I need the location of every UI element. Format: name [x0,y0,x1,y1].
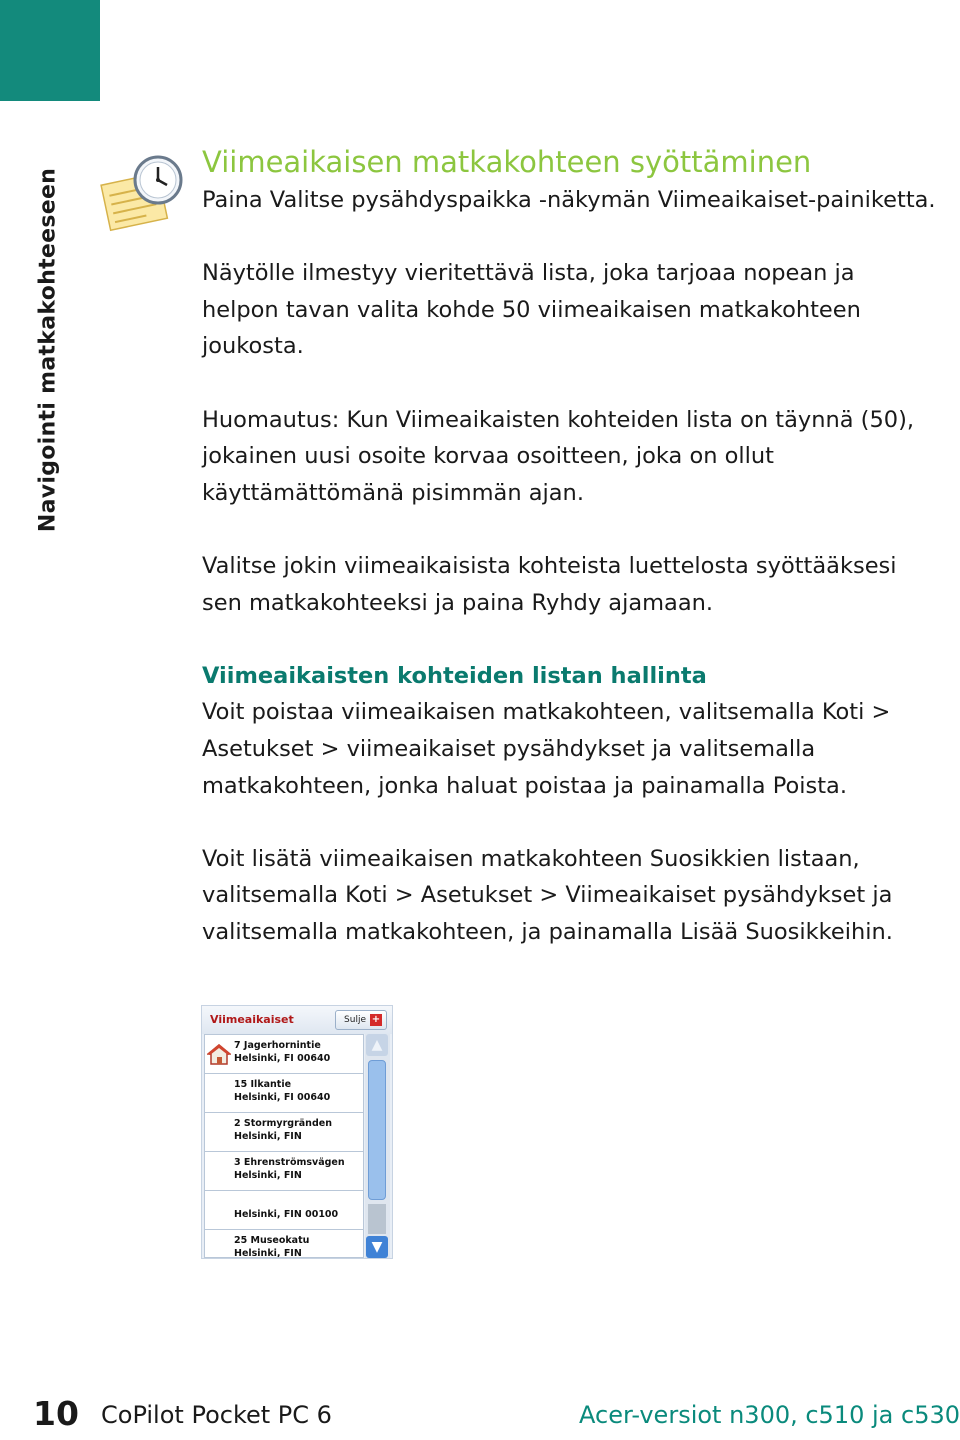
recent-list-screenshot [201,1005,393,1259]
manage-heading: Viimeaikaisten kohteiden listan hallinta [202,662,707,689]
close-button[interactable] [335,1010,387,1030]
list-scrollbar[interactable] [365,1034,390,1258]
close-icon: + [371,1014,381,1025]
list-item[interactable]: 25 Museokatu Helsinki, FIN [205,1230,363,1258]
list-item[interactable]: Helsinki, FIN 00100 [205,1191,363,1230]
scroll-track [368,1204,386,1234]
list-item[interactable]: 15 Ilkantie Helsinki, FI 00640 [205,1074,363,1113]
close-label: Sulje [344,1015,366,1025]
main-content [202,142,954,950]
scroll-thumb[interactable] [368,1060,386,1200]
add-favorite-instruction: Voit lisätä viimeaikaisen matkakohteen Suosikkien listaan, valitsemalla Koti > Asetukset > Viimeaikaiset pysähdykset ja valitsemalla matkakohteen, ja painamalla Lisää Suosikkeihin. [202,845,893,945]
screen-header [202,1006,392,1034]
scroll-down-arrow-icon[interactable]: ▼ [366,1236,388,1258]
recent-destination-list [204,1034,364,1258]
remove-instruction: Voit poistaa viimeaikaisen matkakohteen, valitsemalla Koti > Asetukset > viimeaikaiset pysähdykset ja valitsemalla matkakohteen, jonka haluat poistaa ja painamalla Poista. [202,699,891,799]
list-item[interactable]: 2 Stormyrgränden Helsinki, FIN [205,1113,363,1152]
model-versions: Acer-versiot n300, c510 ja c530 [579,1401,960,1429]
screen-title: Viimeaikaiset [210,1013,294,1026]
home-icon [207,1043,231,1065]
list-item[interactable]: 3 Ehrenströmsvägen Helsinki, FIN [205,1152,363,1191]
list-description: Näytölle ilmestyy vieritettävä lista, joka tarjoaa nopean ja helpon tavan valita kohde 50 viimeaikaisen matkakohteen joukosta. [202,260,861,360]
corner-color-block [0,0,100,101]
product-name: CoPilot Pocket PC 6 [101,1401,332,1429]
select-instruction: Valitse jokin viimeaikaisista kohteista luettelosta syöttääksesi sen matkakohteeksi ja paina Ryhdy ajamaan. [202,552,897,616]
scroll-up-arrow-icon[interactable]: ▲ [366,1034,388,1056]
note-text: Huomautus: Kun Viimeaikaisten kohteiden lista on täynnä (50), jokainen uusi osoite korvaa osoitteen, joka on ollut käyttämättömänä pisimmän ajan. [202,406,915,506]
recent-destinations-icon [98,150,190,242]
section-heading: Viimeaikaisen matkakohteen syöttäminen [202,145,812,179]
chapter-side-title: Navigointi matkakohteeseen [35,167,61,533]
list-item[interactable]: 7 Jagerhornintie Helsinki, FI 00640 [205,1035,363,1074]
page-number: 10 [33,1394,79,1433]
intro-text: Paina Valitse pysähdyspaikka -näkymän Viimeaikaiset-painiketta. [202,187,936,213]
